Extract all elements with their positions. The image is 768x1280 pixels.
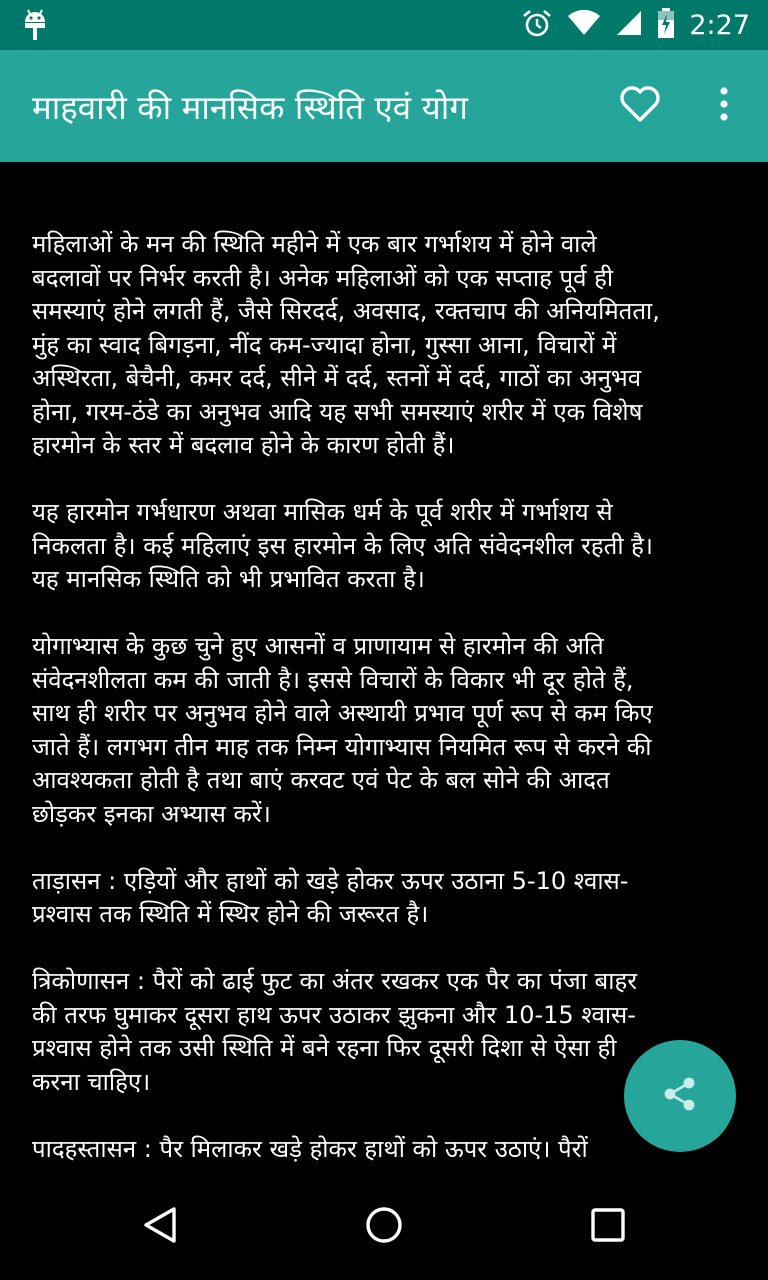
alarm-icon — [521, 7, 553, 43]
status-bar — [0, 0, 768, 50]
recents-square-icon — [590, 1207, 626, 1247]
wifi-icon — [567, 9, 601, 41]
back-triangle-icon — [140, 1205, 180, 1249]
navigation-bar — [0, 1174, 768, 1280]
share-icon — [660, 1074, 700, 1118]
more-vert-icon — [719, 87, 729, 125]
status-icons — [521, 0, 750, 50]
favorite-button[interactable] — [612, 78, 668, 134]
android-icon — [22, 8, 48, 46]
article-paragraph: त्रिकोणासन : पैरों को ढाई फुट का अंतर रखकर एक पैर का पंजा बाहर की तरफ घुमाकर दूसरा हाथ ऊपर उठाकर झुकना और 10-15 श्वास- प्रश्वास होने तक उसी स्थिति में बने रहना फिर दूसरी दिशा से ऐसा ही करना चाहिए। — [32, 967, 638, 1096]
article-paragraph: महिलाओं के मन की स्थिति महीने में एक बार गर्भाशय में होने वाले बदलावों पर निर्भर करती है। अनेक महिलाओं को एक सप्ताह पूर्व ही समस्याएं होने लगती हैं, जैसे सिरदर्द, अवसाद, रक्तचाप की अनियमितता, मुंह का स्वाद बिगड़ना, नींद कम-ज्यादा होना, गुस्सा आना, विचारों में अस्थिरता, बेचैनी, कमर दर्द, सीने में दर्द, स्तनों में दर्द, गाठों का अनुभव होना, गरम-ठंडे का अनुभव आदि यह सभी समस्याएं शरीर में एक विशेष हारमोन के स्तर में बदलाव होने के कारण होती हैं। — [32, 230, 660, 459]
app-bar — [0, 50, 768, 162]
clock-time: 2:27 — [689, 9, 750, 41]
home-circle-icon — [364, 1205, 404, 1249]
article-paragraph: ताड़ासन : एड़ियों और हाथों को खड़े होकर ऊपर उठाना 5-10 श्वास- प्रश्वास तक स्थिति में स्थिर होने की जरूरत है। — [32, 866, 629, 928]
share-fab-button[interactable] — [624, 1040, 736, 1152]
home-button[interactable] — [344, 1192, 424, 1262]
article-paragraph: यह हारमोन गर्भधारण अथवा मासिक धर्म के पूर्व शरीर में गर्भाशय से निकलता है। कई महिलाएं इस हारमोन के लिए अति संवेदनशील रहती है। यह मानसिक स्थिति को भी प्रभावित करता है। — [32, 498, 654, 593]
article-paragraph: पादहस्तासन : पैर मिलाकर खड़े होकर हाथों को ऊपर उठाएं। पैरों — [32, 1134, 588, 1163]
signal-icon — [615, 9, 643, 41]
page-title: माहवारी की मानसिक स्थिति एवं योग — [32, 87, 468, 127]
article-content[interactable] — [0, 162, 768, 1174]
recents-button[interactable] — [568, 1192, 648, 1262]
back-button[interactable] — [120, 1192, 200, 1262]
article-paragraph: योगाभ्यास के कुछ चुने हुए आसनों व प्राणायाम से हारमोन की अति संवेदनशीलता कम की जाती है। इससे विचारों के विकार भी दूर होते हैं, साथ ही शरीर पर अनुभव होने वाले अस्थायी प्रभाव पूर्ण रूप से कम किए जाते हैं। लगभग तीन माह तक निम्न योगाभ्यास नियमित रूप से करने की आवश्यकता होती है तथा बाएं करवट एवं पेट के बल सोने की आदत छोड़कर इनका अभ्यास करें। — [32, 632, 653, 828]
overflow-menu-button[interactable] — [700, 78, 748, 134]
battery-charging-icon — [657, 8, 675, 42]
favorite-heart-icon — [619, 85, 661, 127]
